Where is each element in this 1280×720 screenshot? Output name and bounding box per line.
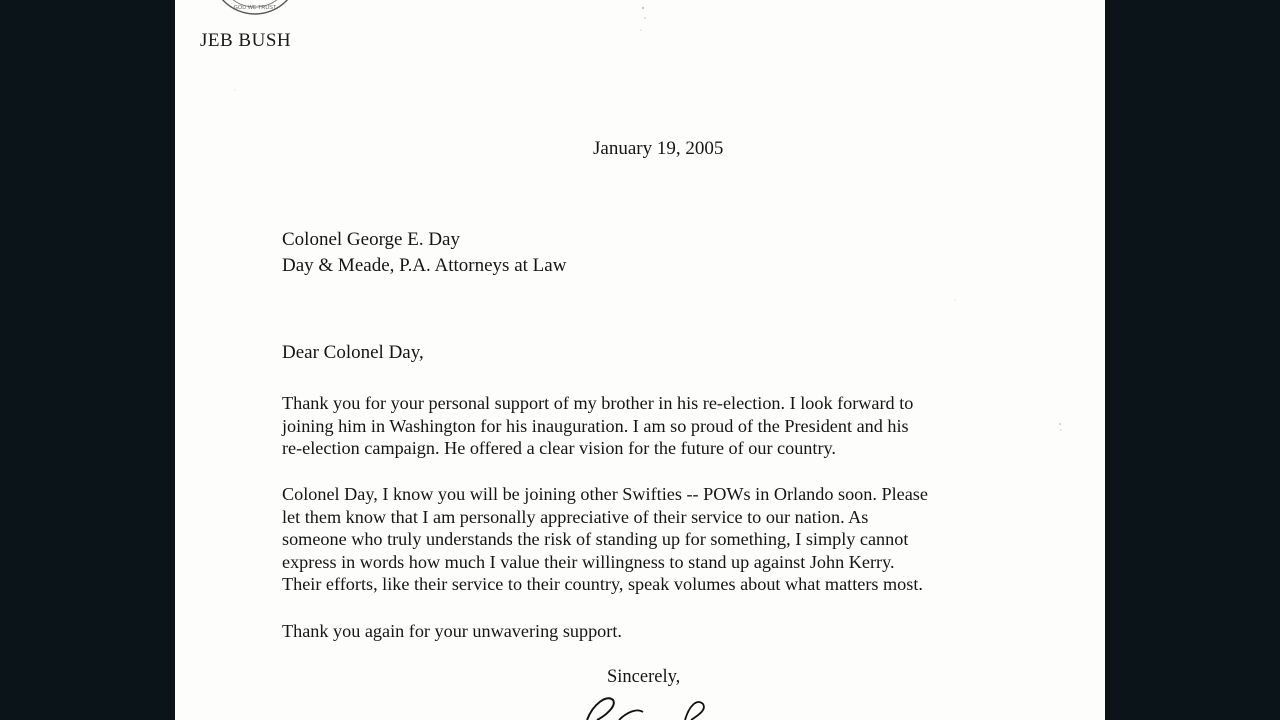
- text-line: Their efforts, like their service to their country, speak volumes about what matters most.: [282, 574, 923, 595]
- handwritten-signature: [567, 690, 747, 720]
- text-line: re-election campaign. He offered a clear vision for the future of our country.: [282, 438, 836, 459]
- recipient-line: Colonel George E. Day: [282, 229, 460, 250]
- text-line: joining him in Washington for his inauguration. I am so proud of the President and his: [282, 415, 909, 436]
- letter-page: [175, 0, 1105, 720]
- text-line: someone who truly understands the risk of standing up for something, I simply cannot: [282, 529, 909, 550]
- recipient-address: [282, 227, 566, 279]
- letter-date: January 19, 2005: [593, 138, 724, 159]
- text-line: let them know that I am personally appreciative of their service to our nation. As: [282, 506, 869, 527]
- recipient-line: Day & Meade, P.A. Attorneys at Law: [282, 255, 567, 276]
- body-paragraph-1: [282, 392, 913, 460]
- text-line: express in words how much I value their willingness to stand up against John Kerry.: [282, 551, 895, 572]
- closing: Sincerely,: [607, 667, 681, 687]
- body-paragraph-3: [282, 620, 622, 643]
- text-line: Thank you again for your unwavering support.: [282, 621, 622, 641]
- text-line: Colonel Day, I know you will be joining other Swifties -- POWs in Orlando soon. Please: [282, 484, 928, 504]
- body-paragraph-2: [282, 483, 928, 596]
- salutation: Dear Colonel Day,: [282, 342, 424, 363]
- svg-text:GOD WE TRUST: GOD WE TRUST: [233, 5, 277, 11]
- state-seal-logo: [209, 0, 301, 16]
- letterhead-name: JEB BUSH: [200, 30, 292, 51]
- text-line: Thank you for your personal support of my brother in his re-election. I look forward to: [282, 393, 914, 413]
